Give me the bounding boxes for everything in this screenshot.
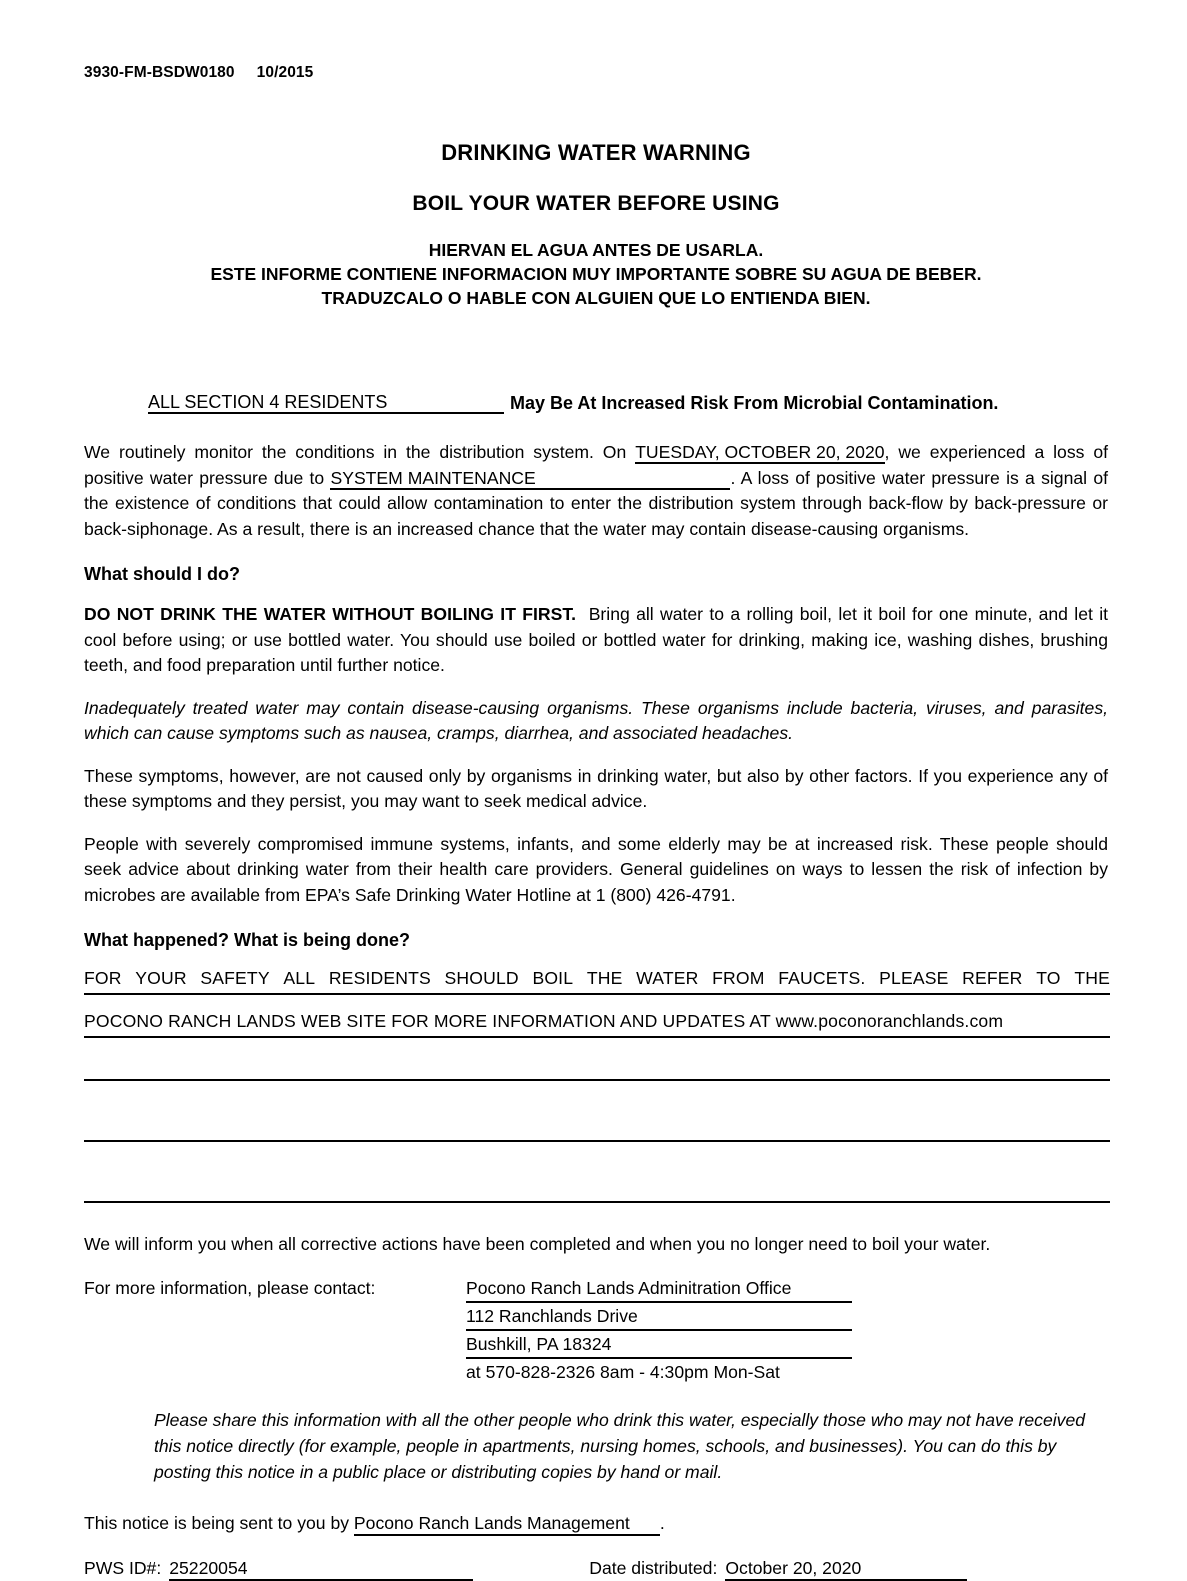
- form-code-number: 3930-FM-BSDW0180: [84, 64, 235, 81]
- answer-word: FOR: [84, 968, 122, 988]
- boil-instruction-text: Bring all water to a rolling boil, let it boil for one minute, and let it cool before using; or use bottled water. You should use boiled or bottled water for drinking, making ice, washing dishes, brushing teeth, and food preparation until further notice.: [84, 604, 1108, 675]
- answer-word: SHOULD: [444, 968, 519, 988]
- page-subtitle: BOIL YOUR WATER BEFORE USING: [412, 192, 780, 215]
- answer-word: FROM: [712, 968, 765, 988]
- contact-hours-row: [466, 1359, 852, 1385]
- document-body: [84, 140, 1108, 1581]
- sent-by-line: [84, 1513, 1108, 1536]
- contact-label: For more information, please contact:: [84, 1278, 376, 1298]
- answer-line-2[interactable]: POCONO RANCH LANDS WEB SITE FOR MORE INFORMATION AND UPDATES AT www.poconoranchlands.com: [84, 1006, 1110, 1038]
- what-happened-answer-block: [84, 963, 1108, 1203]
- answer-word: SAFETY: [200, 968, 270, 988]
- spanish-line-1: HIERVAN EL AGUA ANTES DE USARLA.: [428, 240, 764, 260]
- risk-statement-text: May Be At Increased Risk From Microbial Contamination.: [510, 393, 999, 413]
- answer-line-4[interactable]: [84, 1110, 1110, 1142]
- date-distributed-label: Date distributed:: [589, 1558, 718, 1578]
- boil-instruction-paragraph: [84, 602, 1108, 679]
- event-date-field[interactable]: TUESDAY, OCTOBER 20, 2020: [635, 442, 885, 462]
- spanish-line-3: TRADUZCALO O HABLE CON ALGUIEN QUE LO ENTIENDA BIEN.: [321, 288, 871, 308]
- intro-text-part2: , we experienced a loss of positive water pressure due to: [84, 442, 1108, 488]
- page-title: DRINKING WATER WARNING: [441, 140, 751, 165]
- contact-city-state-zip-field[interactable]: Bushkill, PA 18324: [466, 1331, 852, 1359]
- answer-word: WATER: [636, 968, 699, 988]
- intro-text-part1: We routinely monitor the conditions in the distribution system. On: [84, 442, 636, 462]
- heading-what-should-i-do: What should I do?: [84, 564, 240, 584]
- sent-by-suffix: .: [659, 1513, 665, 1533]
- intro-paragraph: [84, 440, 1108, 542]
- contact-office-name-field[interactable]: Pocono Ranch Lands Adminitration Office: [466, 1275, 852, 1303]
- answer-word: THE: [1074, 968, 1110, 988]
- affected-audience-field[interactable]: ALL SECTION 4 RESIDENTS: [148, 392, 504, 414]
- contact-phone-hours-field[interactable]: 570-828-2326 8am - 4:30pm Mon-Sat: [486, 1359, 782, 1385]
- sender-field[interactable]: Pocono Ranch Lands Management: [354, 1513, 660, 1536]
- answer-word: PLEASE: [879, 968, 949, 988]
- intro-text-part3: . A loss of positive water pressure is a signal of the existence of conditions that could allow contamination to enter the distribution system through back-flow by back-pressure or back-siphonage. As a result, there is an increased chance that the water may contain disease-causing organisms.: [84, 467, 1108, 539]
- answer-word: REFER: [962, 968, 1023, 988]
- corrective-actions-paragraph: We will inform you when all corrective actions have been completed and when you no longer need to boil your water.: [84, 1234, 991, 1254]
- answer-word: RESIDENTS: [328, 968, 431, 988]
- pws-id-group: [84, 1558, 473, 1581]
- answer-word: YOUR: [135, 968, 187, 988]
- answer-word: TO: [1036, 968, 1061, 988]
- footer-row: [84, 1558, 1108, 1581]
- answer-line-5[interactable]: [84, 1171, 1110, 1203]
- date-distributed-field[interactable]: October 20, 2020: [725, 1558, 967, 1581]
- answer-word: ALL: [283, 968, 316, 988]
- risk-statement-line: [84, 392, 1108, 414]
- organisms-paragraph: Inadequately treated water may contain disease-causing organisms. These organisms include bacteria, viruses, and parasites, which can cause symptoms such as nausea, cramps, diarrhea, and associated headaches.: [84, 697, 1108, 743]
- do-not-drink-warning: DO NOT DRINK THE WATER WITHOUT BOILING IT FIRST.: [84, 604, 577, 624]
- share-notice-paragraph: Please share this information with all the other people who drink this water, especially those who may not have received this notice directly (for example, people in apartments, nursing homes, schools, and businesses). You can do this by posting this notice in a public place or distributing copies by hand or mail.: [154, 1410, 1086, 1482]
- spanish-line-2: ESTE INFORME CONTIENE INFORMACION MUY IMPORTANTE SOBRE SU AGUA DE BEBER.: [210, 264, 982, 284]
- heading-what-happened: What happened? What is being done?: [84, 930, 410, 950]
- cause-field[interactable]: SYSTEM MAINTENANCE: [330, 469, 730, 490]
- contact-block: [84, 1275, 1108, 1385]
- contact-street-field[interactable]: 112 Ranchlands Drive: [466, 1303, 852, 1331]
- contact-fields: [466, 1275, 1108, 1385]
- sent-by-prefix: This notice is being sent to you by: [84, 1513, 354, 1533]
- contact-hours-prefix: at: [466, 1362, 486, 1382]
- answer-word: FAUCETS.: [778, 968, 866, 988]
- answer-word: THE: [586, 968, 623, 988]
- answer-line-1[interactable]: [84, 963, 1110, 995]
- symptoms-paragraph: These symptoms, however, are not caused only by organisms in drinking water, but also by other factors. If you experience any of these symptoms and they persist, you may want to seek medical advice.: [84, 765, 1108, 811]
- pws-id-label: PWS ID#:: [84, 1558, 162, 1578]
- date-distributed-group: [589, 1558, 967, 1581]
- form-code-header: [84, 64, 313, 82]
- answer-word: BOIL: [532, 968, 574, 988]
- answer-line-3[interactable]: [84, 1049, 1110, 1081]
- form-revision-date: 10/2015: [256, 64, 314, 81]
- pws-id-field[interactable]: 25220054: [169, 1558, 473, 1581]
- vulnerable-people-paragraph: People with severely compromised immune systems, infants, and some elderly may be at increased risk. These people should seek advice about drinking water from their health care providers. General guidelines on ways to lessen the risk of infection by microbes are available from EPA’s Safe Drinking Water Hotline at 1 (800) 426-4791.: [84, 833, 1108, 905]
- spanish-notice: [84, 238, 1108, 310]
- title-block: [84, 140, 1108, 310]
